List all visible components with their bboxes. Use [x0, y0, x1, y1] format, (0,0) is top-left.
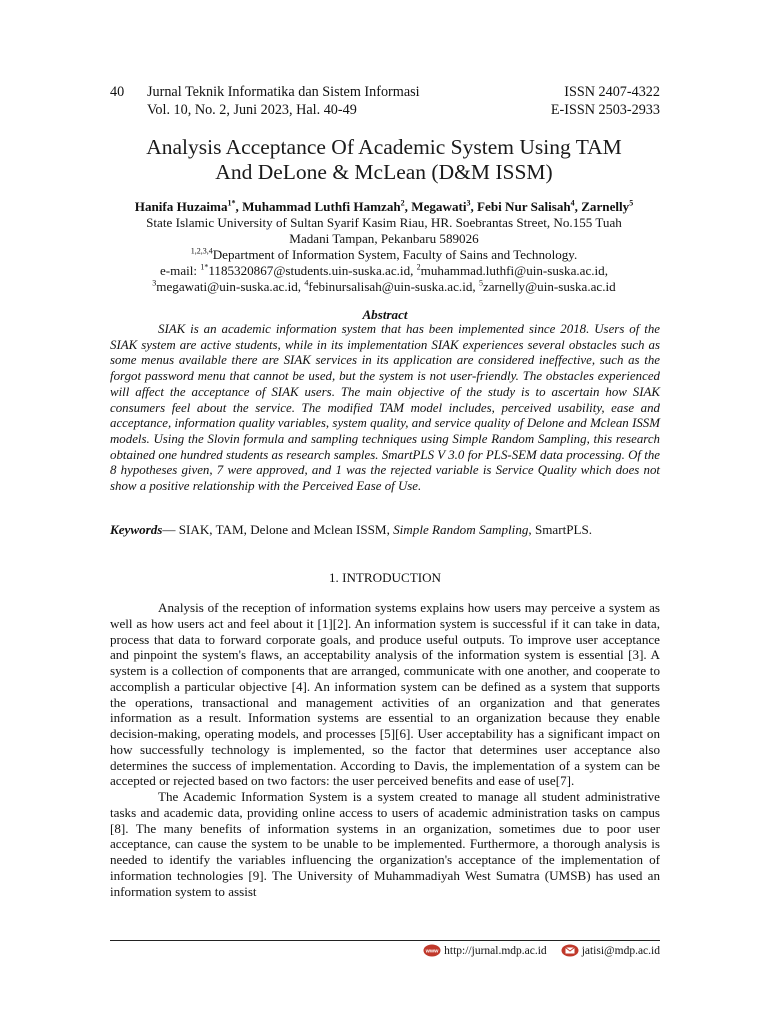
department-sup: 1,2,3,4 [190, 246, 213, 256]
issn: ISSN 2407-4322 [564, 84, 660, 100]
email-prefix: e-mail: [159, 263, 201, 278]
footer [423, 944, 660, 957]
email-3: megawati@uin-suska.ac.id, [156, 279, 305, 294]
email-5: zarnelly@uin-suska.ac.id [482, 279, 616, 294]
email-line-2 [100, 279, 668, 295]
eissn: E-ISSN 2503-2933 [550, 101, 660, 118]
author-5-sup: 5 [629, 198, 634, 208]
email-4: febinursalisah@uin-suska.ac.id, [308, 279, 479, 294]
email-2-sup: 2 [416, 262, 421, 272]
department-text: Department of Information System, Faculty of Sains and Technology. [212, 247, 578, 262]
author-4-sup: 4 [570, 198, 575, 208]
author-2-sup: 2 [400, 198, 405, 208]
email-5-sup: 5 [478, 278, 483, 288]
paragraph-1: Analysis of the reception of information systems explains how users may perceive a system as well as how users act and feel about it [1][2]. An information system is successful if it can take in data, process that data to forward corporate goals, and produce useful outputs. To improve user acceptance and pinpoint the system's flaws, an acceptability analysis of the information system is essential [3]. A system is a collection of components that are arranged, communicate with one another, and cooperate to accomplish a particular objective [4]. An information system can be defined as a system that supports the operations, transactional and management activities of an organization and that generates information as a result. Information systems are essential to an organization because they enable decision-making, operating models, and processes [5][6]. User acceptability has a significant impact on how successfully technology is implemented, so the factor that determines user acceptance also determines the success of implementation. According to Davis, the implementation of a system can be accepted or rejected based on two factors: the user perceived benefits and ease of use[7]. [110, 600, 660, 789]
footer-url[interactable]: http://jurnal.mdp.ac.id [444, 944, 547, 957]
keywords-italic: Simple Random Sampling [393, 522, 529, 537]
author-3-sup: 3 [466, 198, 471, 208]
author-1-sup: 1* [227, 198, 236, 208]
svg-text:www: www [425, 948, 439, 955]
email-4-sup: 4 [304, 278, 309, 288]
keywords-tail: , SmartPLS. [528, 522, 593, 537]
department-line [100, 247, 668, 263]
footer-rule [110, 940, 660, 941]
abstract-text: SIAK is an academic information system that has been implemented since 2018. Users of the SIAK system are active students, while in its implementation SIAK experiences several obstacles such as some menus available there are SIAK services in its application are considered ineffective, such as the forgot password menu that cannot be used, but the system is not user-friendly. The obstacles experienced will affect the acceptance of SIAK users. The main objective of the study is to ascertain how SIAK consumers feel about the service. The modified TAM model includes, perceived usability, ease and acceptance, information quality variables, system quality, and service quality of Delone and Mclean ISSM models. Using the Slovin formula and sampling techniques using Simple Random Sampling, this research obtained one hundred students as research samples. SmartPLS V 3.0 for PLS-SEM data processing. Of the 8 hypotheses given, 7 were approved, and 1 was the rejected variable is Service Quality which does not show a positive relationship with the Perceived Ease of Use. [110, 322, 660, 494]
envelope-icon [561, 944, 579, 957]
keywords-label: Keywords [110, 522, 163, 537]
author-5: , Zarnelly [574, 199, 630, 214]
footer-website[interactable] [423, 944, 547, 957]
footer-email-address[interactable]: jatisi@mdp.ac.id [581, 944, 660, 957]
www-globe-icon [423, 944, 441, 957]
email-2: muhammad.luthfi@uin-suska.ac.id, [420, 263, 609, 278]
body-text [110, 600, 660, 899]
title-line-1: Analysis Acceptance Of Academic System Using TAM [146, 135, 622, 159]
title-line-2: And DeLone & McLean (D&M ISSM) [215, 160, 553, 184]
paper-title [100, 135, 668, 185]
author-names [100, 199, 668, 215]
email-3-sup: 3 [152, 278, 157, 288]
affiliation-line-2: Madani Tampan, Pekanbaru 589026 [289, 231, 479, 246]
author-block [100, 199, 668, 295]
author-2: , Muhammad Luthfi Hamzah [235, 199, 401, 214]
section-heading: 1. INTRODUCTION [328, 570, 441, 585]
author-1: Hanifa Huzaima [134, 199, 228, 214]
footer-email[interactable] [561, 944, 660, 957]
email-1: 1185320867@students.uin-suska.ac.id, [208, 263, 417, 278]
author-4: , Febi Nur Salisah [470, 199, 571, 214]
keywords-list: — SIAK, TAM, Delone and Mclean ISSM, [162, 522, 394, 537]
affiliation-line-1: State Islamic University of Sultan Syarif Kasim Riau, HR. Soebrantas Street, No.155 Tuah [146, 215, 622, 230]
email-line-1 [100, 263, 668, 279]
running-header [110, 84, 660, 119]
author-3: , Megawati [404, 199, 467, 214]
email-1-sup: 1* [200, 262, 209, 272]
journal-name: Jurnal Teknik Informatika dan Sistem Informasi [147, 84, 420, 100]
abstract-heading: Abstract [362, 307, 408, 322]
page-number: 40 [110, 84, 125, 100]
volume-info: Vol. 10, No. 2, Juni 2023, Hal. 40-49 [147, 101, 357, 118]
paragraph-2: The Academic Information System is a system created to manage all student administrative tasks and academic data, providing online access to users of academic administration tasks on campus [8]. The many benefits of information systems in an organization, sometimes due to poor user acceptance, can cause the system to be unable to be implemented. Furthermore, a thorough analysis is needed to identify the variables influencing the organization's acceptance of the implementation of information technologies [9]. The University of Muhammadiyah West Sumatra (UMSB) has used an information system to assist [110, 789, 660, 899]
keywords-line [110, 522, 660, 538]
